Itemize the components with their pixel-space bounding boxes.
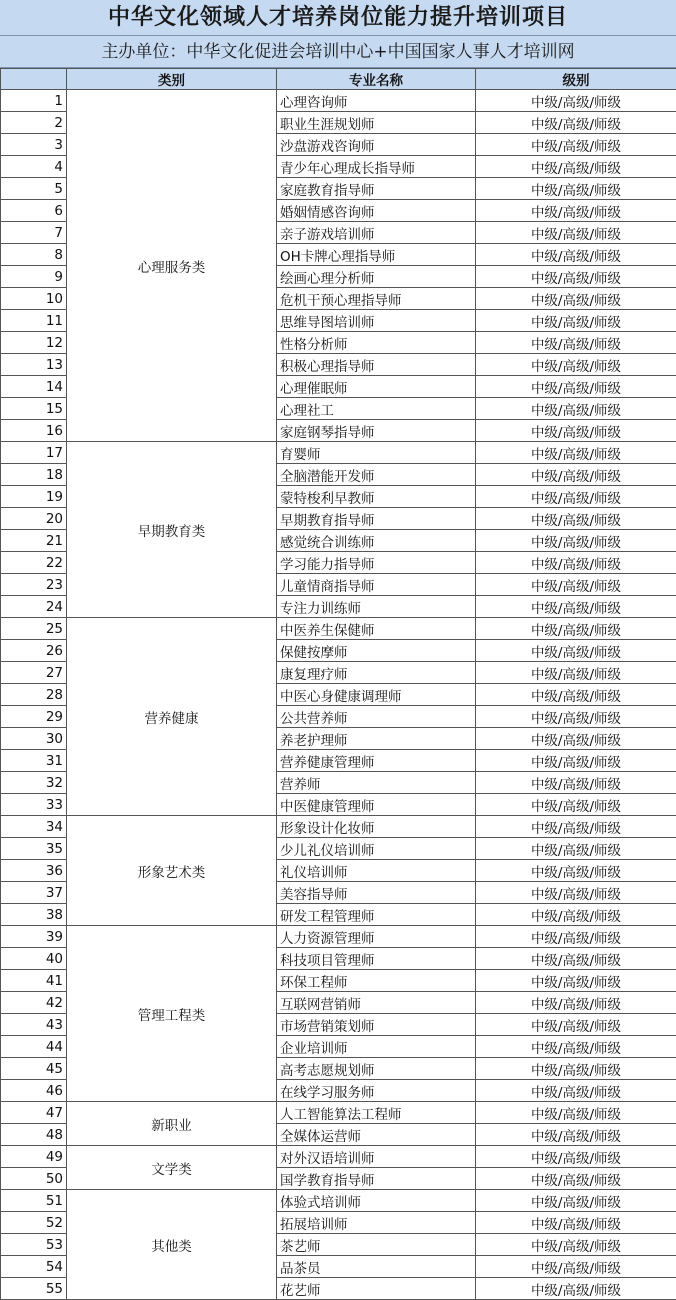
- row-number-cell[interactable]: 19: [1, 486, 67, 508]
- row-number-cell[interactable]: 53: [1, 1234, 67, 1256]
- level-cell[interactable]: 中级/高级/师级: [476, 420, 676, 442]
- level-cell[interactable]: 中级/高级/师级: [476, 1124, 676, 1146]
- row-number-cell[interactable]: 8: [1, 244, 67, 266]
- level-cell[interactable]: 中级/高级/师级: [476, 376, 676, 398]
- profession-name-cell[interactable]: 人工智能算法工程师: [277, 1102, 476, 1124]
- profession-name-cell[interactable]: 互联网营销师: [277, 992, 476, 1014]
- profession-name-cell[interactable]: 学习能力指导师: [277, 552, 476, 574]
- profession-name-cell[interactable]: 对外汉语培训师: [277, 1146, 476, 1168]
- level-cell[interactable]: 中级/高级/师级: [476, 948, 676, 970]
- row-number-cell[interactable]: 11: [1, 310, 67, 332]
- level-cell[interactable]: 中级/高级/师级: [476, 772, 676, 794]
- profession-name-cell[interactable]: 全脑潜能开发师: [277, 464, 476, 486]
- level-cell[interactable]: 中级/高级/师级: [476, 684, 676, 706]
- row-number-cell[interactable]: 21: [1, 530, 67, 552]
- row-number-cell[interactable]: 54: [1, 1256, 67, 1278]
- level-cell[interactable]: 中级/高级/师级: [476, 838, 676, 860]
- profession-name-cell[interactable]: 心理社工: [277, 398, 476, 420]
- level-cell[interactable]: 中级/高级/师级: [476, 442, 676, 464]
- level-cell[interactable]: 中级/高级/师级: [476, 178, 676, 200]
- level-cell[interactable]: 中级/高级/师级: [476, 288, 676, 310]
- row-number-cell[interactable]: 28: [1, 684, 67, 706]
- row-number-cell[interactable]: 55: [1, 1278, 67, 1300]
- profession-name-cell[interactable]: 蒙特梭利早教师: [277, 486, 476, 508]
- profession-name-cell[interactable]: 专注力训练师: [277, 596, 476, 618]
- header-name[interactable]: 专业名称: [277, 69, 476, 90]
- row-number-cell[interactable]: 39: [1, 926, 67, 948]
- row-number-cell[interactable]: 27: [1, 662, 67, 684]
- level-cell[interactable]: 中级/高级/师级: [476, 794, 676, 816]
- row-number-cell[interactable]: 35: [1, 838, 67, 860]
- row-number-cell[interactable]: 23: [1, 574, 67, 596]
- table-row: [1, 90, 676, 112]
- level-cell[interactable]: 中级/高级/师级: [476, 508, 676, 530]
- category-cell[interactable]: 新职业: [67, 1102, 277, 1146]
- level-cell[interactable]: 中级/高级/师级: [476, 816, 676, 838]
- profession-name-cell[interactable]: 早期教育指导师: [277, 508, 476, 530]
- row-number-cell[interactable]: 10: [1, 288, 67, 310]
- level-cell[interactable]: 中级/高级/师级: [476, 332, 676, 354]
- row-number-cell[interactable]: 41: [1, 970, 67, 992]
- profession-name-cell[interactable]: 心理咨询师: [277, 90, 476, 112]
- category-cell[interactable]: 营养健康: [67, 618, 277, 816]
- row-number-cell[interactable]: 13: [1, 354, 67, 376]
- level-cell[interactable]: 中级/高级/师级: [476, 354, 676, 376]
- level-cell[interactable]: 中级/高级/师级: [476, 90, 676, 112]
- sheet-subtitle: 主办单位：中华文化促进会培训中心+中国国家人事人才培训网: [0, 36, 676, 68]
- row-number-cell[interactable]: 42: [1, 992, 67, 1014]
- profession-name-cell[interactable]: 家庭教育指导师: [277, 178, 476, 200]
- profession-name-cell[interactable]: 茶艺师: [277, 1234, 476, 1256]
- profession-name-cell[interactable]: 积极心理指导师: [277, 354, 476, 376]
- level-cell[interactable]: 中级/高级/师级: [476, 1146, 676, 1168]
- profession-name-cell[interactable]: 性格分析师: [277, 332, 476, 354]
- level-cell[interactable]: 中级/高级/师级: [476, 926, 676, 948]
- row-number-cell[interactable]: 3: [1, 134, 67, 156]
- profession-name-cell[interactable]: 研发工程管理师: [277, 904, 476, 926]
- row-number-cell[interactable]: 30: [1, 728, 67, 750]
- profession-name-cell[interactable]: 形象设计化妆师: [277, 816, 476, 838]
- profession-name-cell[interactable]: 国学教育指导师: [277, 1168, 476, 1190]
- profession-name-cell[interactable]: 保健按摩师: [277, 640, 476, 662]
- profession-name-cell[interactable]: 礼仪培训师: [277, 860, 476, 882]
- category-cell[interactable]: 文学类: [67, 1146, 277, 1190]
- level-cell[interactable]: 中级/高级/师级: [476, 662, 676, 684]
- level-cell[interactable]: 中级/高级/师级: [476, 200, 676, 222]
- level-cell[interactable]: 中级/高级/师级: [476, 1014, 676, 1036]
- row-number-cell[interactable]: 4: [1, 156, 67, 178]
- row-number-cell[interactable]: 6: [1, 200, 67, 222]
- profession-name-cell[interactable]: 绘画心理分析师: [277, 266, 476, 288]
- level-cell[interactable]: 中级/高级/师级: [476, 706, 676, 728]
- table-row: [1, 816, 676, 838]
- level-cell[interactable]: 中级/高级/师级: [476, 486, 676, 508]
- level-cell[interactable]: 中级/高级/师级: [476, 640, 676, 662]
- level-cell[interactable]: 中级/高级/师级: [476, 1058, 676, 1080]
- profession-name-cell[interactable]: 青少年心理成长指导师: [277, 156, 476, 178]
- profession-name-cell[interactable]: 拓展培训师: [277, 1212, 476, 1234]
- row-number-cell[interactable]: 50: [1, 1168, 67, 1190]
- profession-name-cell[interactable]: 人力资源管理师: [277, 926, 476, 948]
- row-number-cell[interactable]: 43: [1, 1014, 67, 1036]
- level-cell[interactable]: 中级/高级/师级: [476, 222, 676, 244]
- profession-name-cell[interactable]: 沙盘游戏咨询师: [277, 134, 476, 156]
- profession-name-cell[interactable]: 营养师: [277, 772, 476, 794]
- category-cell[interactable]: 其他类: [67, 1190, 277, 1300]
- level-cell[interactable]: 中级/高级/师级: [476, 1036, 676, 1058]
- level-cell[interactable]: 中级/高级/师级: [476, 266, 676, 288]
- level-cell[interactable]: 中级/高级/师级: [476, 398, 676, 420]
- row-number-cell[interactable]: 51: [1, 1190, 67, 1212]
- table-row: [1, 618, 676, 640]
- row-number-cell[interactable]: 20: [1, 508, 67, 530]
- level-cell[interactable]: 中级/高级/师级: [476, 1256, 676, 1278]
- profession-name-cell[interactable]: 市场营销策划师: [277, 1014, 476, 1036]
- header-level[interactable]: 级别: [476, 69, 676, 90]
- level-cell[interactable]: 中级/高级/师级: [476, 1234, 676, 1256]
- row-number-cell[interactable]: 9: [1, 266, 67, 288]
- level-cell[interactable]: 中级/高级/师级: [476, 882, 676, 904]
- level-cell[interactable]: 中级/高级/师级: [476, 728, 676, 750]
- row-number-cell[interactable]: 2: [1, 112, 67, 134]
- profession-name-cell[interactable]: 公共营养师: [277, 706, 476, 728]
- profession-name-cell[interactable]: 高考志愿规划师: [277, 1058, 476, 1080]
- profession-name-cell[interactable]: 少儿礼仪培训师: [277, 838, 476, 860]
- row-number-cell[interactable]: 49: [1, 1146, 67, 1168]
- level-cell[interactable]: 中级/高级/师级: [476, 310, 676, 332]
- table-row: [1, 442, 676, 464]
- table-row: [1, 1102, 676, 1124]
- row-number-cell[interactable]: 38: [1, 904, 67, 926]
- profession-name-cell[interactable]: 体验式培训师: [277, 1190, 476, 1212]
- level-cell[interactable]: 中级/高级/师级: [476, 750, 676, 772]
- header-category[interactable]: 类别: [67, 69, 277, 90]
- level-cell[interactable]: 中级/高级/师级: [476, 596, 676, 618]
- profession-name-cell[interactable]: 营养健康管理师: [277, 750, 476, 772]
- level-cell[interactable]: 中级/高级/师级: [476, 904, 676, 926]
- level-cell[interactable]: 中级/高级/师级: [476, 1102, 676, 1124]
- profession-name-cell[interactable]: 亲子游戏培训师: [277, 222, 476, 244]
- profession-name-cell[interactable]: 心理催眠师: [277, 376, 476, 398]
- level-cell[interactable]: 中级/高级/师级: [476, 618, 676, 640]
- table-row: [1, 926, 676, 948]
- profession-name-cell[interactable]: 全媒体运营师: [277, 1124, 476, 1146]
- profession-name-cell[interactable]: 花艺师: [277, 1278, 476, 1300]
- level-cell[interactable]: 中级/高级/师级: [476, 156, 676, 178]
- profession-name-cell[interactable]: 家庭钢琴指导师: [277, 420, 476, 442]
- row-number-cell[interactable]: 18: [1, 464, 67, 486]
- level-cell[interactable]: 中级/高级/师级: [476, 1168, 676, 1190]
- category-cell[interactable]: 形象艺术类: [67, 816, 277, 926]
- level-cell[interactable]: 中级/高级/师级: [476, 552, 676, 574]
- level-cell[interactable]: 中级/高级/师级: [476, 574, 676, 596]
- level-cell[interactable]: 中级/高级/师级: [476, 530, 676, 552]
- header-num[interactable]: [1, 69, 67, 90]
- profession-name-cell[interactable]: 美容指导师: [277, 882, 476, 904]
- row-number-cell[interactable]: 15: [1, 398, 67, 420]
- level-cell[interactable]: 中级/高级/师级: [476, 992, 676, 1014]
- profession-name-cell[interactable]: 危机干预心理指导师: [277, 288, 476, 310]
- row-number-cell[interactable]: 22: [1, 552, 67, 574]
- row-number-cell[interactable]: 1: [1, 90, 67, 112]
- profession-name-cell[interactable]: 中医心身健康调理师: [277, 684, 476, 706]
- profession-name-cell[interactable]: OH卡牌心理指导师: [277, 244, 476, 266]
- row-number-cell[interactable]: 37: [1, 882, 67, 904]
- row-number-cell[interactable]: 32: [1, 772, 67, 794]
- row-number-cell[interactable]: 45: [1, 1058, 67, 1080]
- table-row: [1, 1146, 676, 1168]
- category-cell[interactable]: 心理服务类: [67, 90, 277, 442]
- profession-name-cell[interactable]: 中医养生保健师: [277, 618, 476, 640]
- profession-name-cell[interactable]: 育婴师: [277, 442, 476, 464]
- profession-name-cell[interactable]: 职业生涯规划师: [277, 112, 476, 134]
- row-number-cell[interactable]: 48: [1, 1124, 67, 1146]
- row-number-cell[interactable]: 31: [1, 750, 67, 772]
- level-cell[interactable]: 中级/高级/师级: [476, 860, 676, 882]
- row-number-cell[interactable]: 52: [1, 1212, 67, 1234]
- sheet-title: 中华文化领域人才培养岗位能力提升培训项目: [0, 0, 676, 36]
- profession-name-cell[interactable]: 思维导图培训师: [277, 310, 476, 332]
- header-row: [1, 69, 676, 90]
- level-cell[interactable]: 中级/高级/师级: [476, 1278, 676, 1300]
- category-cell[interactable]: 管理工程类: [67, 926, 277, 1102]
- profession-name-cell[interactable]: 科技项目管理师: [277, 948, 476, 970]
- profession-name-cell[interactable]: 在线学习服务师: [277, 1080, 476, 1102]
- table-body: [1, 90, 676, 1300]
- level-cell[interactable]: 中级/高级/师级: [476, 112, 676, 134]
- profession-name-cell[interactable]: 康复理疗师: [277, 662, 476, 684]
- level-cell[interactable]: 中级/高级/师级: [476, 464, 676, 486]
- profession-name-cell[interactable]: 中医健康管理师: [277, 794, 476, 816]
- level-cell[interactable]: 中级/高级/师级: [476, 134, 676, 156]
- category-cell[interactable]: 早期教育类: [67, 442, 277, 618]
- row-number-cell[interactable]: 33: [1, 794, 67, 816]
- row-number-cell[interactable]: 24: [1, 596, 67, 618]
- row-number-cell[interactable]: 40: [1, 948, 67, 970]
- profession-name-cell[interactable]: 感觉统合训练师: [277, 530, 476, 552]
- row-number-cell[interactable]: 5: [1, 178, 67, 200]
- row-number-cell[interactable]: 25: [1, 618, 67, 640]
- level-cell[interactable]: 中级/高级/师级: [476, 1212, 676, 1234]
- row-number-cell[interactable]: 16: [1, 420, 67, 442]
- row-number-cell[interactable]: 26: [1, 640, 67, 662]
- training-table: [0, 68, 676, 1300]
- level-cell[interactable]: 中级/高级/师级: [476, 244, 676, 266]
- row-number-cell[interactable]: 47: [1, 1102, 67, 1124]
- profession-name-cell[interactable]: 婚姻情感咨询师: [277, 200, 476, 222]
- row-number-cell[interactable]: 12: [1, 332, 67, 354]
- row-number-cell[interactable]: 36: [1, 860, 67, 882]
- table-row: [1, 1190, 676, 1212]
- level-cell[interactable]: 中级/高级/师级: [476, 1190, 676, 1212]
- profession-name-cell[interactable]: 环保工程师: [277, 970, 476, 992]
- row-number-cell[interactable]: 34: [1, 816, 67, 838]
- profession-name-cell[interactable]: 养老护理师: [277, 728, 476, 750]
- row-number-cell[interactable]: 46: [1, 1080, 67, 1102]
- row-number-cell[interactable]: 44: [1, 1036, 67, 1058]
- row-number-cell[interactable]: 7: [1, 222, 67, 244]
- profession-name-cell[interactable]: 品茶员: [277, 1256, 476, 1278]
- row-number-cell[interactable]: 29: [1, 706, 67, 728]
- row-number-cell[interactable]: 14: [1, 376, 67, 398]
- profession-name-cell[interactable]: 企业培训师: [277, 1036, 476, 1058]
- row-number-cell[interactable]: 17: [1, 442, 67, 464]
- level-cell[interactable]: 中级/高级/师级: [476, 1080, 676, 1102]
- profession-name-cell[interactable]: 儿童情商指导师: [277, 574, 476, 596]
- level-cell[interactable]: 中级/高级/师级: [476, 970, 676, 992]
